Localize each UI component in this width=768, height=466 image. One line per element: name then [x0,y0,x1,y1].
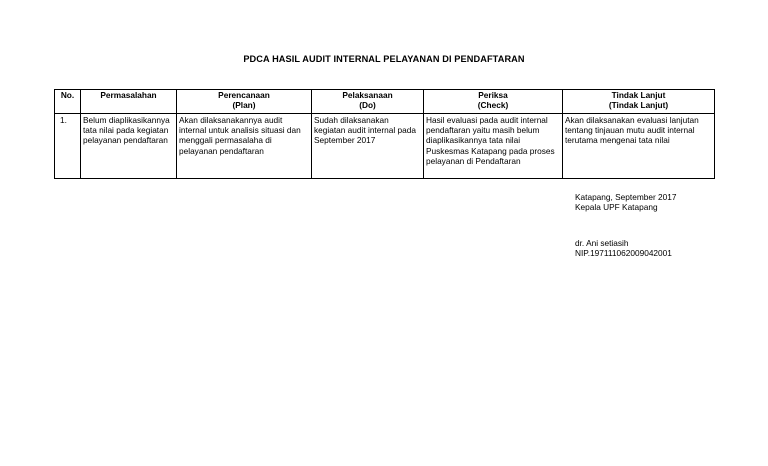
header-pelaksanaan-label: Pelaksanaan [342,90,393,100]
header-pelaksanaan-sub: (Do) [359,99,376,110]
header-tindak-lanjut-sub: (Tindak Lanjut) [608,99,669,110]
cell-no: 1. [55,114,81,179]
signature-block [575,238,672,259]
cell-tindak-lanjut: Akan dilaksanakan evaluasi lanjutan tentang tinjauan mutu audit internal terutama mengenai tata nilai [563,114,715,179]
cell-pelaksanaan: Sudah dilaksanakan kegiatan audit internal pada September 2017 [312,114,424,179]
header-tindak-lanjut [563,90,715,114]
cell-permasalahan: Belum diaplikasikannya tata nilai pada kegiatan pelayanan pendaftaran [81,114,177,179]
header-permasalahan-label: Permasalahan [100,90,157,100]
header-periksa-sub: (Check) [477,99,509,110]
cell-periksa: Hasil evaluasi pada audit internal pendaftaran yaitu masih belum diaplikasikannya tata nilai Puskesmas Katapang pada proses pelayanan di Pendaftaran [424,114,563,179]
signature-name: dr. Ani setiasih [575,238,629,248]
pdca-table [54,89,715,179]
header-permasalahan [81,90,177,114]
table-header-row [55,90,715,114]
table-row [55,114,715,179]
header-perencanaan [177,90,312,114]
header-perencanaan-sub: (Plan) [232,99,256,110]
signature-nip: NIP.197111062009042001 [575,248,672,259]
header-perencanaan-label: Perencanaan [218,90,270,100]
header-periksa-label: Periksa [478,90,508,100]
header-tindak-lanjut-label: Tindak Lanjut [611,90,666,100]
signature-header [575,192,676,213]
signature-position: Kepala UPF Katapang [575,202,658,213]
header-no-label: No. [60,90,75,100]
cell-perencanaan: Akan dilaksanakannya audit internal untuk analisis situasi dan menggali permasalaha di pelayanan pendaftaran [177,114,312,179]
page-title: PDCA HASIL AUDIT INTERNAL PELAYANAN DI PENDAFTARAN [243,54,525,64]
header-periksa [424,90,563,114]
signature-place-date: Katapang, September 2017 [575,192,677,202]
header-pelaksanaan [312,90,424,114]
header-no [55,90,81,114]
